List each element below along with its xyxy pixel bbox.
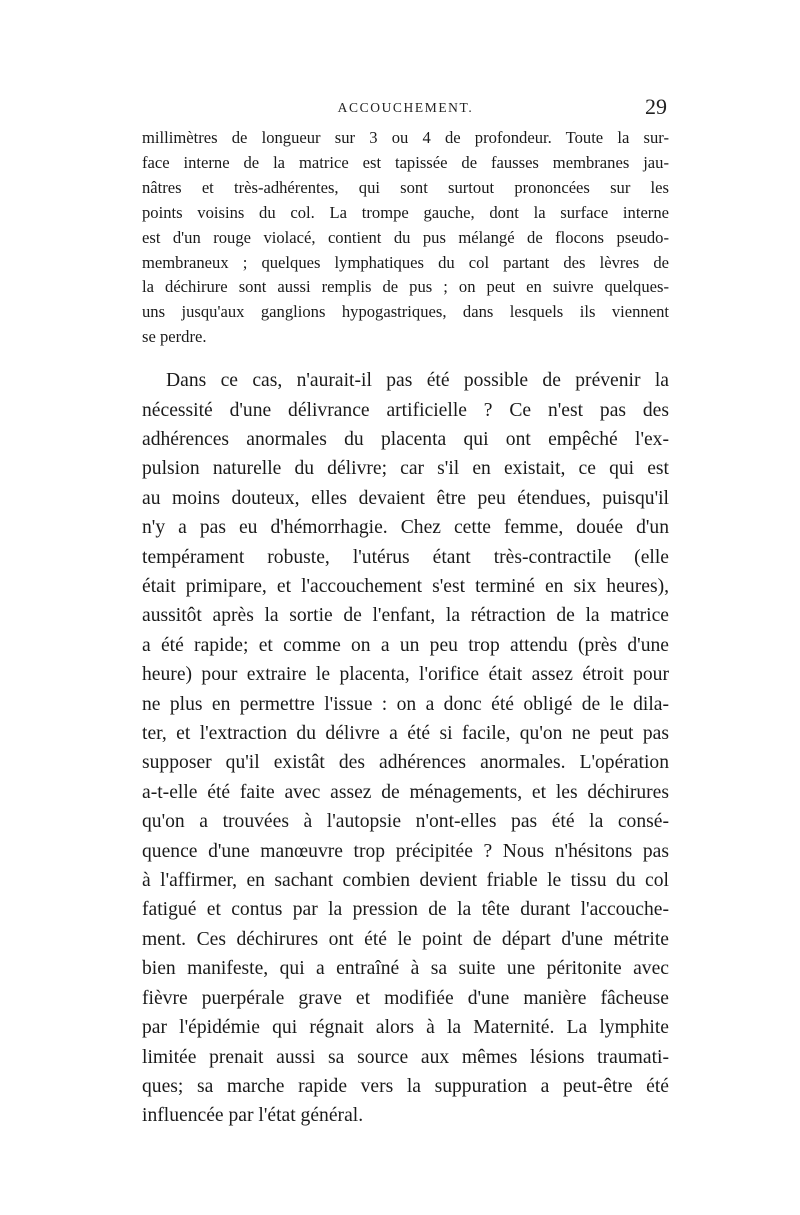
- text-line: heure) pour extraire le placenta, l'orifice était assez étroit pour: [142, 664, 669, 686]
- text-line: se perdre.: [142, 327, 207, 347]
- text-line: au moins douteux, elles devaient être peu étendues, puisqu'il: [142, 487, 669, 509]
- text-line: limitée prenait aussi sa source aux mêmes lésions traumati-: [142, 1046, 669, 1068]
- text-line: ment. Ces déchirures ont été le point de départ d'une métrite: [142, 928, 669, 950]
- text-line: supposer qu'il existât des adhérences anormales. L'opération: [142, 752, 669, 774]
- text-line: adhérences anormales du placenta qui ont empêché l'ex-: [142, 428, 669, 450]
- text-line: a-t-elle été faite avec assez de ménagements, et les déchirures: [142, 781, 669, 803]
- text-line: aussitôt après la sortie de l'enfant, la rétraction de la matrice: [142, 605, 669, 627]
- text-line: fatigué et contus par la pression de la tête durant l'accouche-: [142, 899, 669, 921]
- text-line: était primipare, et l'accouchement s'est terminé en six heures),: [142, 576, 669, 597]
- text-line: face interne de la matrice est tapissée de fausses membranes jau-: [142, 152, 669, 172]
- text-line: qu'on a trouvées à l'autopsie n'ont-elles pas été la consé-: [142, 811, 669, 833]
- text-line: membraneux ; quelques lymphatiques du col partant des lèvres de: [142, 252, 669, 272]
- text-line: a été rapide; et comme on a un peu trop attendu (près d'une: [142, 634, 669, 656]
- text-line: influencée par l'état général.: [142, 1105, 364, 1127]
- book-page: [142, 92, 669, 1131]
- paragraph-2: [142, 366, 669, 1131]
- text-line: ne plus en permettre l'issue : on a donc été obligé de le dila-: [142, 693, 669, 715]
- text-line: bien manifeste, qui a entraîné à sa suite une péritonite avec: [142, 958, 669, 980]
- text-line: quence d'une manœuvre trop précipitée ? Nous n'hésitons pas: [142, 840, 669, 862]
- text-line: points voisins du col. La trompe gauche, dont la surface interne: [142, 202, 669, 222]
- text-line: n'y a pas eu d'hémorrhagie. Chez cette femme, douée d'un: [142, 517, 669, 539]
- text-line: ques; sa marche rapide vers la suppuration a peut-être été: [142, 1075, 669, 1097]
- text-line: uns jusqu'aux ganglions hypogastriques, dans lesquels ils viennent: [142, 302, 669, 322]
- text-line: la déchirure sont aussi remplis de pus ; on peut en suivre quelques-: [142, 277, 669, 297]
- text-line: nécessité d'une délivrance artificielle ? Ce n'est pas des: [142, 399, 669, 421]
- text-line: tempérament robuste, l'utérus étant très-contractile (elle: [142, 546, 669, 568]
- running-title: ACCOUCHEMENT.: [337, 100, 474, 115]
- text-line: Dans ce cas, n'aurait-il pas été possible de prévenir la: [166, 370, 669, 392]
- text-line: nâtres et très-adhérentes, qui sont surtout prononcées sur les: [142, 177, 669, 197]
- text-line: à l'affirmer, en sachant combien devient friable le tissu du col: [142, 870, 669, 892]
- text-line: ter, et l'extraction du délivre a été si facile, qu'on ne peut pas: [142, 723, 669, 745]
- text-line: pulsion naturelle du délivre; car s'il en existait, ce qui est: [142, 458, 669, 480]
- page-number: 29: [645, 94, 667, 119]
- text-line: est d'un rouge violacé, contient du pus mélangé de flocons pseudo-: [142, 227, 669, 247]
- text-line: fièvre puerpérale grave et modifiée d'une manière fâcheuse: [142, 987, 669, 1009]
- paragraph-1: [142, 126, 669, 350]
- text-line: par l'épidémie qui régnait alors à la Maternité. La lymphite: [142, 1017, 669, 1039]
- text-line: millimètres de longueur sur 3 ou 4 de profondeur. Toute la sur-: [142, 128, 669, 147]
- running-head: [142, 92, 669, 126]
